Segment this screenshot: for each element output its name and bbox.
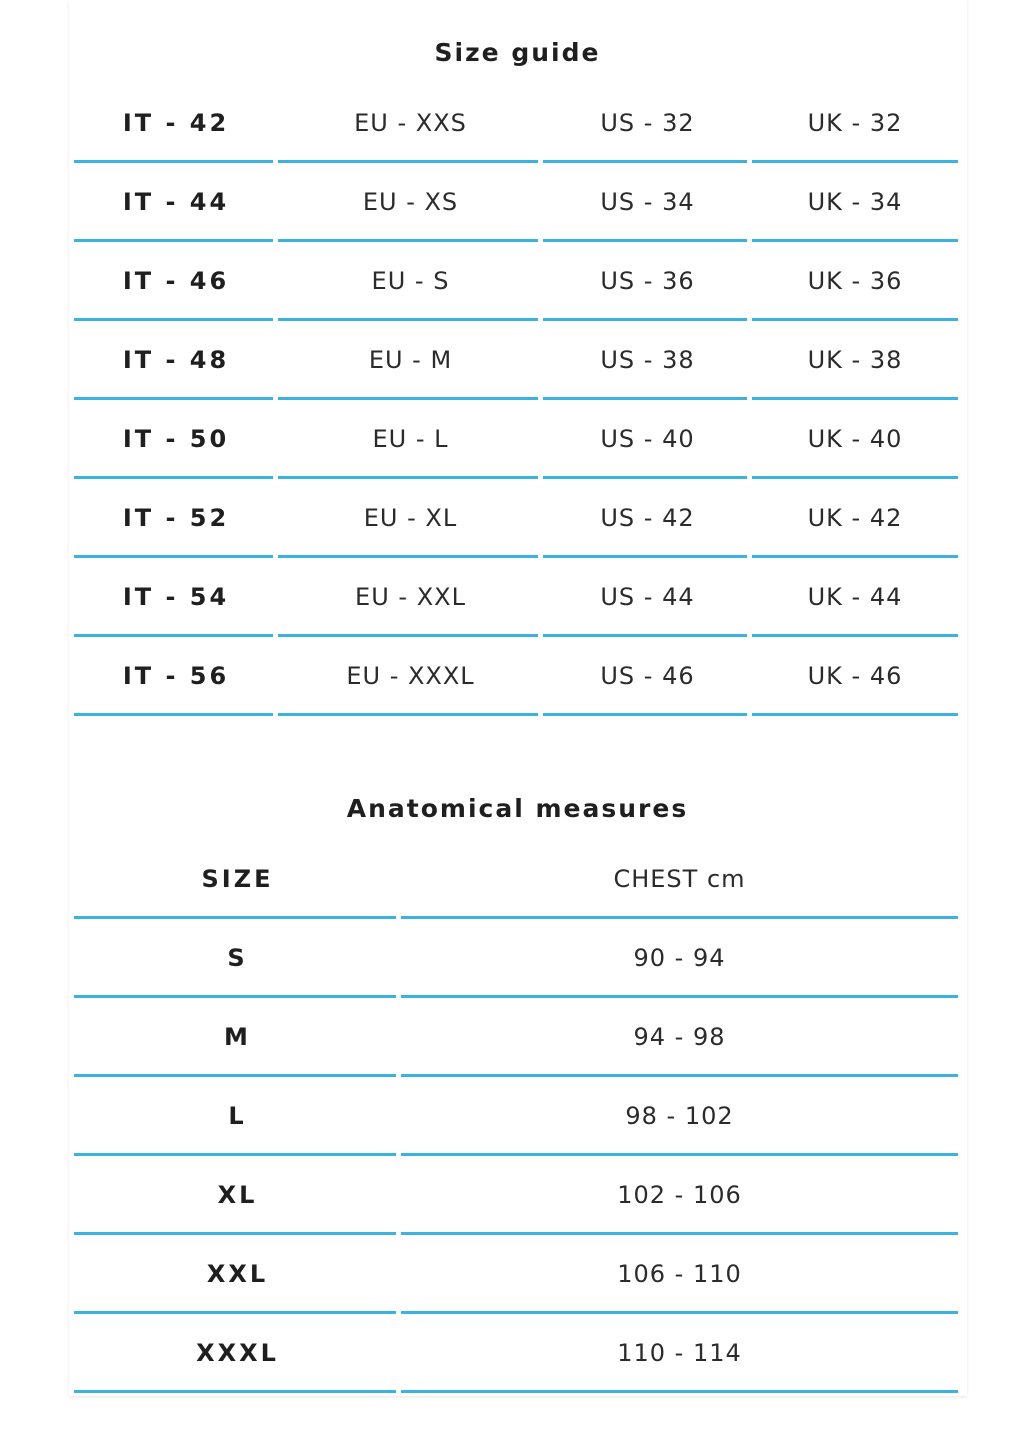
size-guide-table — [74, 84, 958, 716]
table-row — [74, 998, 958, 1077]
table-row — [74, 163, 958, 242]
us-size-cell: US - 32 — [543, 84, 752, 163]
it-size-cell: IT - 54 — [74, 558, 278, 637]
uk-size-cell: UK - 42 — [752, 479, 958, 558]
us-size-cell: US - 42 — [543, 479, 752, 558]
size-guide-title: Size guide — [434, 38, 601, 67]
eu-size-cell: EU - XXXL — [278, 637, 543, 716]
size-cell: XXXL — [74, 1314, 401, 1393]
it-size-cell: IT - 56 — [74, 637, 278, 716]
eu-size-cell: EU - XS — [278, 163, 543, 242]
table-row — [74, 400, 958, 479]
us-size-cell: US - 34 — [543, 163, 752, 242]
it-size-cell: IT - 52 — [74, 479, 278, 558]
size-cell: XL — [74, 1156, 401, 1235]
table-row — [74, 479, 958, 558]
table-row — [74, 321, 958, 400]
chest-cell: 94 - 98 — [401, 998, 958, 1077]
it-size-cell: IT - 46 — [74, 242, 278, 321]
uk-size-cell: UK - 46 — [752, 637, 958, 716]
us-size-cell: US - 46 — [543, 637, 752, 716]
eu-size-cell: EU - M — [278, 321, 543, 400]
eu-size-cell: EU - XXS — [278, 84, 543, 163]
chest-cell: 110 - 114 — [401, 1314, 958, 1393]
table-row — [74, 1077, 958, 1156]
table-row — [74, 1235, 958, 1314]
chest-cell: 106 - 110 — [401, 1235, 958, 1314]
eu-size-cell: EU - XL — [278, 479, 543, 558]
eu-size-cell: EU - XXL — [278, 558, 543, 637]
it-size-cell: IT - 48 — [74, 321, 278, 400]
table-row — [74, 637, 958, 716]
table-row — [74, 558, 958, 637]
uk-size-cell: UK - 40 — [752, 400, 958, 479]
eu-size-cell: EU - L — [278, 400, 543, 479]
chest-cell: 98 - 102 — [401, 1077, 958, 1156]
chest-cell: 90 - 94 — [401, 919, 958, 998]
uk-size-cell: UK - 36 — [752, 242, 958, 321]
it-size-cell: IT - 50 — [74, 400, 278, 479]
anatomical-measures-table — [74, 840, 958, 1393]
uk-size-cell: UK - 44 — [752, 558, 958, 637]
table-row — [74, 1156, 958, 1235]
size-cell: M — [74, 998, 401, 1077]
eu-size-cell: EU - S — [278, 242, 543, 321]
size-cell: L — [74, 1077, 401, 1156]
uk-size-cell: UK - 32 — [752, 84, 958, 163]
us-size-cell: US - 36 — [543, 242, 752, 321]
us-size-cell: US - 38 — [543, 321, 752, 400]
it-size-cell: IT - 42 — [74, 84, 278, 163]
size-cell: XXL — [74, 1235, 401, 1314]
chest-column-header: CHEST cm — [401, 840, 958, 919]
uk-size-cell: UK - 34 — [752, 163, 958, 242]
table-row — [74, 1314, 958, 1393]
table-row — [74, 242, 958, 321]
size-column-header: SIZE — [74, 840, 401, 919]
anatomical-measures-title: Anatomical measures — [346, 794, 689, 823]
uk-size-cell: UK - 38 — [752, 321, 958, 400]
it-size-cell: IT - 44 — [74, 163, 278, 242]
us-size-cell: US - 44 — [543, 558, 752, 637]
table-row — [74, 919, 958, 998]
chest-cell: 102 - 106 — [401, 1156, 958, 1235]
table-header-row — [74, 840, 958, 919]
us-size-cell: US - 40 — [543, 400, 752, 479]
size-cell: S — [74, 919, 401, 998]
table-row — [74, 84, 958, 163]
